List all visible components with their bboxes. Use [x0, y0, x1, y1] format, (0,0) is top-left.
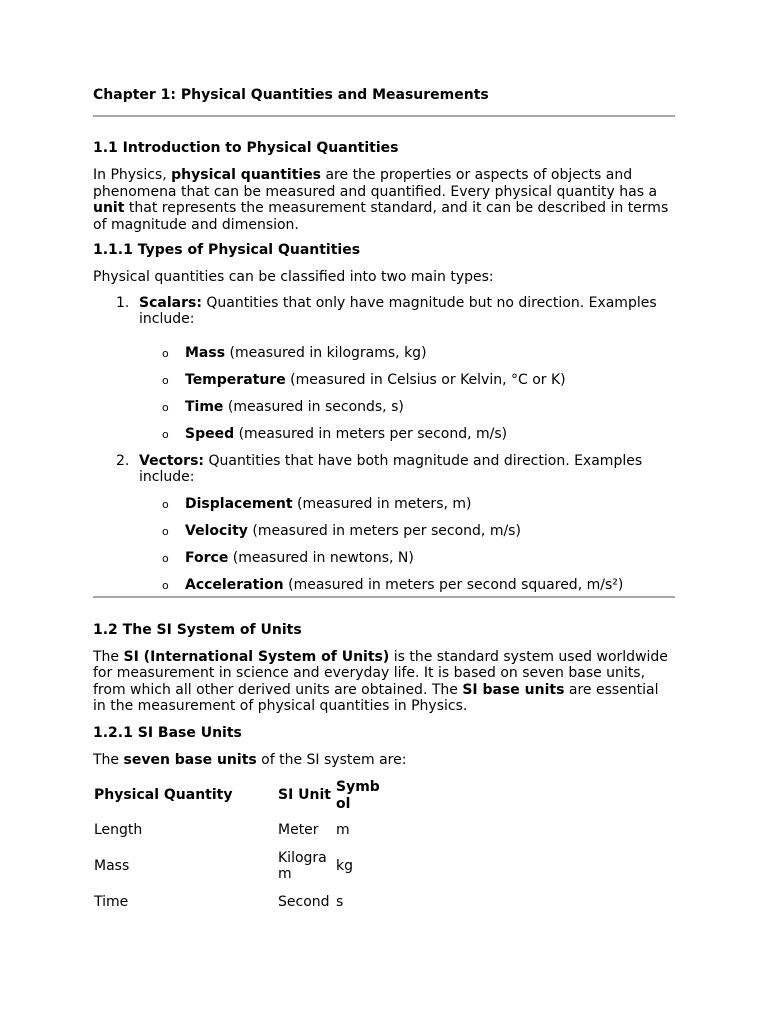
text-run: Quantities that only have magnitude but no direction. Examples include: [139, 294, 657, 327]
list-item [139, 496, 675, 523]
paragraph [93, 752, 675, 769]
paragraph [93, 167, 675, 233]
list-item-text [139, 453, 675, 486]
table-cell: Kilogram [278, 849, 327, 882]
bold-term: Force [185, 549, 229, 566]
bullet-icon: o [162, 346, 169, 360]
chapter-title: Chapter 1: Physical Quantities and Measurements [93, 87, 489, 103]
bullet-icon: o [162, 373, 169, 387]
list-item [139, 550, 675, 577]
list-item [139, 345, 675, 372]
section-heading: 1.2 The SI System of Units [93, 621, 302, 638]
table-row [92, 884, 382, 920]
bullet-icon: o [162, 578, 169, 592]
bold-term: Displacement [185, 495, 293, 512]
text-run: are the properties or aspects of objects and phenomena that can be measured and quantified. Every physical quantity has a [93, 167, 658, 200]
list-item [93, 453, 675, 604]
types-list [93, 295, 675, 604]
bold-term: Vectors: [139, 452, 205, 469]
bullet-icon: o [162, 497, 169, 511]
bold-term: Speed [185, 425, 235, 442]
bullet-icon: o [162, 400, 169, 414]
text-run: (measured in kilograms, kg) [225, 344, 427, 361]
bold-term: Scalars: [139, 294, 202, 311]
text-run: is the standard system used worldwide for measurement in science and everyday life. It is based on seven base units, from which all other derived units are obtained. The [93, 648, 668, 698]
bold-term: Mass [185, 344, 226, 361]
text-run: The [93, 648, 124, 665]
bold-term: SI base units [462, 681, 565, 698]
bold-term: Temperature [185, 371, 286, 388]
table-cell: Mass [94, 857, 130, 874]
paragraph [93, 649, 675, 715]
table-header-row [92, 779, 382, 812]
table-cell: m [336, 821, 350, 838]
bold-term: SI (International System of Units) [123, 648, 390, 665]
bold-term: unit [93, 200, 125, 216]
column-header: SI Unit [278, 787, 331, 804]
section-heading: 1.1 Introduction to Physical Quantities [93, 140, 399, 156]
bold-term: seven base units [123, 751, 257, 768]
divider [93, 115, 675, 117]
text-run: that represents the measurement standard, and it can be described in terms of magnitude and dimension. [93, 200, 669, 233]
list-item [93, 295, 675, 453]
table-cell: Meter [278, 821, 319, 838]
text-run: (measured in newtons, N) [228, 549, 414, 566]
table-cell: Time [94, 893, 129, 910]
text-run: In Physics, [93, 167, 172, 183]
bold-term: Velocity [185, 522, 248, 539]
examples-list [139, 496, 675, 604]
list-number: 1. [116, 294, 130, 311]
table-cell: Length [94, 821, 143, 838]
text-run: (measured in meters per second squared, m/s²) [283, 576, 624, 593]
text-run: (measured in meters per second, m/s) [234, 425, 508, 442]
table-row [92, 848, 382, 884]
text-run: (measured in meters per second, m/s) [247, 522, 521, 539]
subsection-heading: 1.1.1 Types of Physical Quantities [93, 242, 361, 258]
text-run: are essential in the measurement of physical quantities in Physics. [93, 681, 659, 714]
text-run: The [93, 751, 124, 768]
table-cell: kg [336, 857, 353, 874]
text-run: of the SI system are: [256, 751, 407, 768]
list-number: 2. [116, 452, 130, 469]
table-row [92, 812, 382, 848]
list-item-text [139, 295, 675, 328]
si-base-units-table [92, 779, 382, 920]
column-header: Symbol [336, 779, 380, 812]
text-run: (measured in Celsius or Kelvin, °C or K) [285, 371, 566, 388]
document-page [93, 87, 675, 920]
text-run: (measured in seconds, s) [223, 398, 404, 415]
examples-list [139, 345, 675, 453]
paragraph: Physical quantities can be classified into two main types: [93, 269, 494, 285]
column-header: Physical Quantity [94, 787, 233, 804]
list-item [139, 426, 675, 453]
subsection-heading: 1.2.1 SI Base Units [93, 724, 242, 741]
bold-term: physical quantities [171, 167, 322, 183]
list-item [139, 372, 675, 399]
list-item [139, 523, 675, 550]
bullet-icon: o [162, 551, 169, 565]
bold-term: Acceleration [185, 576, 284, 593]
list-item [139, 577, 675, 604]
bullet-icon: o [162, 427, 169, 441]
text-run: (measured in meters, m) [292, 495, 472, 512]
bullet-icon: o [162, 524, 169, 538]
text-run: Quantities that have both magnitude and direction. Examples include: [139, 452, 643, 485]
list-item [139, 399, 675, 426]
bold-term: Time [185, 398, 224, 415]
table-cell: Second [278, 893, 330, 910]
table-cell: s [336, 893, 344, 910]
